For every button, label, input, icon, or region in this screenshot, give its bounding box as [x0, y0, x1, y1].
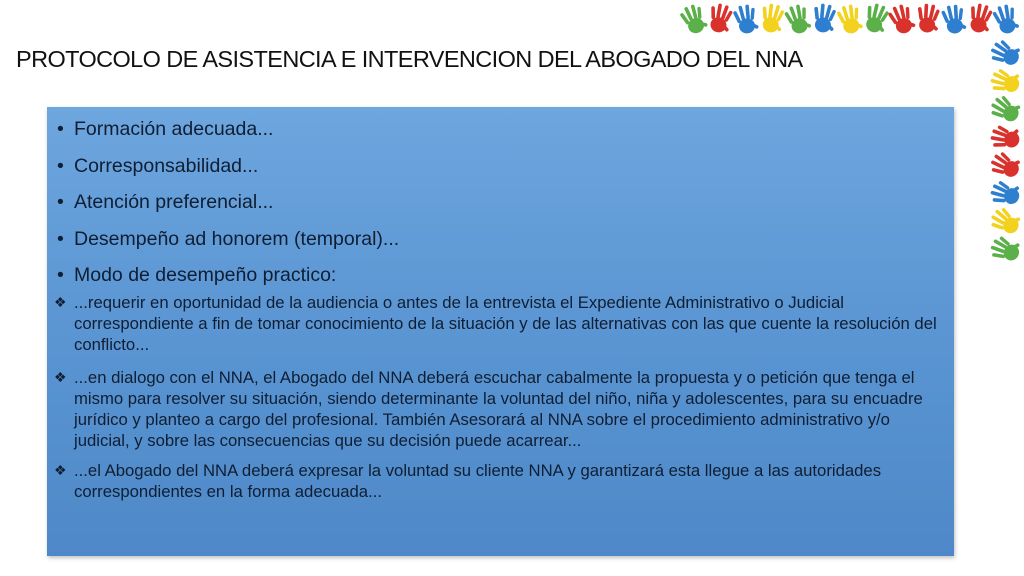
bullet-item	[47, 190, 947, 227]
handprint-icon	[988, 233, 1023, 266]
handprint-icon	[835, 3, 864, 36]
handprint-icon	[988, 178, 1023, 210]
handprint-icon	[810, 2, 838, 34]
sub-bullet-item	[47, 367, 945, 451]
handprint-icon	[988, 204, 1024, 240]
handprint-icon	[758, 2, 787, 35]
handprint-icon	[783, 2, 813, 36]
handprint-icon	[732, 3, 760, 35]
bullet-dot-icon: •	[57, 227, 64, 250]
content-panel	[47, 107, 954, 556]
bullet-text: Atención preferencial...	[74, 191, 274, 213]
diamond-bullet-icon: ❖	[54, 294, 67, 310]
handprint-icon	[705, 2, 735, 35]
handprint-icon	[680, 2, 710, 37]
slide-title: PROTOCOLO DE ASISTENCIA E INTERVENCION DEL ABOGADO DEL NNA	[16, 46, 803, 72]
handprint-icon	[988, 92, 1024, 128]
sub-bullet-item	[47, 460, 945, 502]
bullet-dot-icon: •	[57, 191, 64, 213]
sub-bullet-item	[47, 292, 945, 355]
handprint-icon	[988, 36, 1024, 71]
bullet-dot-icon: •	[57, 264, 64, 286]
bullet-item	[47, 117, 947, 154]
bullet-list	[47, 117, 947, 300]
handprint-icon	[940, 3, 967, 35]
handprint-icon	[988, 123, 1022, 153]
bullet-text: Desempeño ad honorem (temporal)...	[74, 227, 400, 250]
handprint-icon	[965, 2, 995, 35]
sub-bullet-list	[47, 292, 945, 502]
handprint-icon	[914, 2, 941, 34]
handprint-icon	[988, 66, 1023, 98]
sub-bullet-text: ...en dialogo con el NNA, el Abogado del NNA deberá escuchar cabalmente la propuesta y o petición que tenga el mismo para resolver su situación, siendo determinante la voluntad del niño, niña y adolescentes, para su encuadre jurídico y planteo a cargo del profesional. También Asesorará al NNA sobre el procedimiento administrativo y/o judicial, y sobre las consecuencias que su decisión puede acarrear...	[74, 368, 923, 450]
bullet-item	[47, 227, 947, 264]
bullet-dot-icon: •	[57, 154, 64, 177]
bullet-text: Modo de desempeño practico:	[74, 264, 337, 286]
bullet-text: Corresponsabilidad...	[74, 154, 259, 177]
decorative-handprints-top	[680, 2, 1024, 38]
handprint-icon	[861, 2, 892, 35]
decorative-handprints-side	[988, 36, 1024, 266]
handprint-icon	[988, 148, 1024, 183]
bullet-text: Formación adecuada...	[74, 118, 274, 140]
diamond-bullet-icon: ❖	[54, 462, 67, 478]
bullet-item	[47, 154, 947, 191]
diamond-bullet-icon: ❖	[54, 369, 67, 385]
sub-bullet-text: ...el Abogado del NNA deberá expresar la voluntad su cliente NNA y garantizará esta llegue a las autoridades correspondientes en la forma adecuada...	[74, 461, 882, 501]
handprint-icon	[991, 2, 1021, 35]
handprint-icon	[886, 2, 917, 36]
sub-bullet-text: ...requerir en oportunidad de la audiencia o antes de la entrevista el Expediente Administrativo o Judicial correspondiente a fin de tomar conocimiento de la situación y de las alternativas con las que cuente la resolución del conflicto...	[74, 293, 937, 354]
bullet-dot-icon: •	[57, 118, 64, 140]
